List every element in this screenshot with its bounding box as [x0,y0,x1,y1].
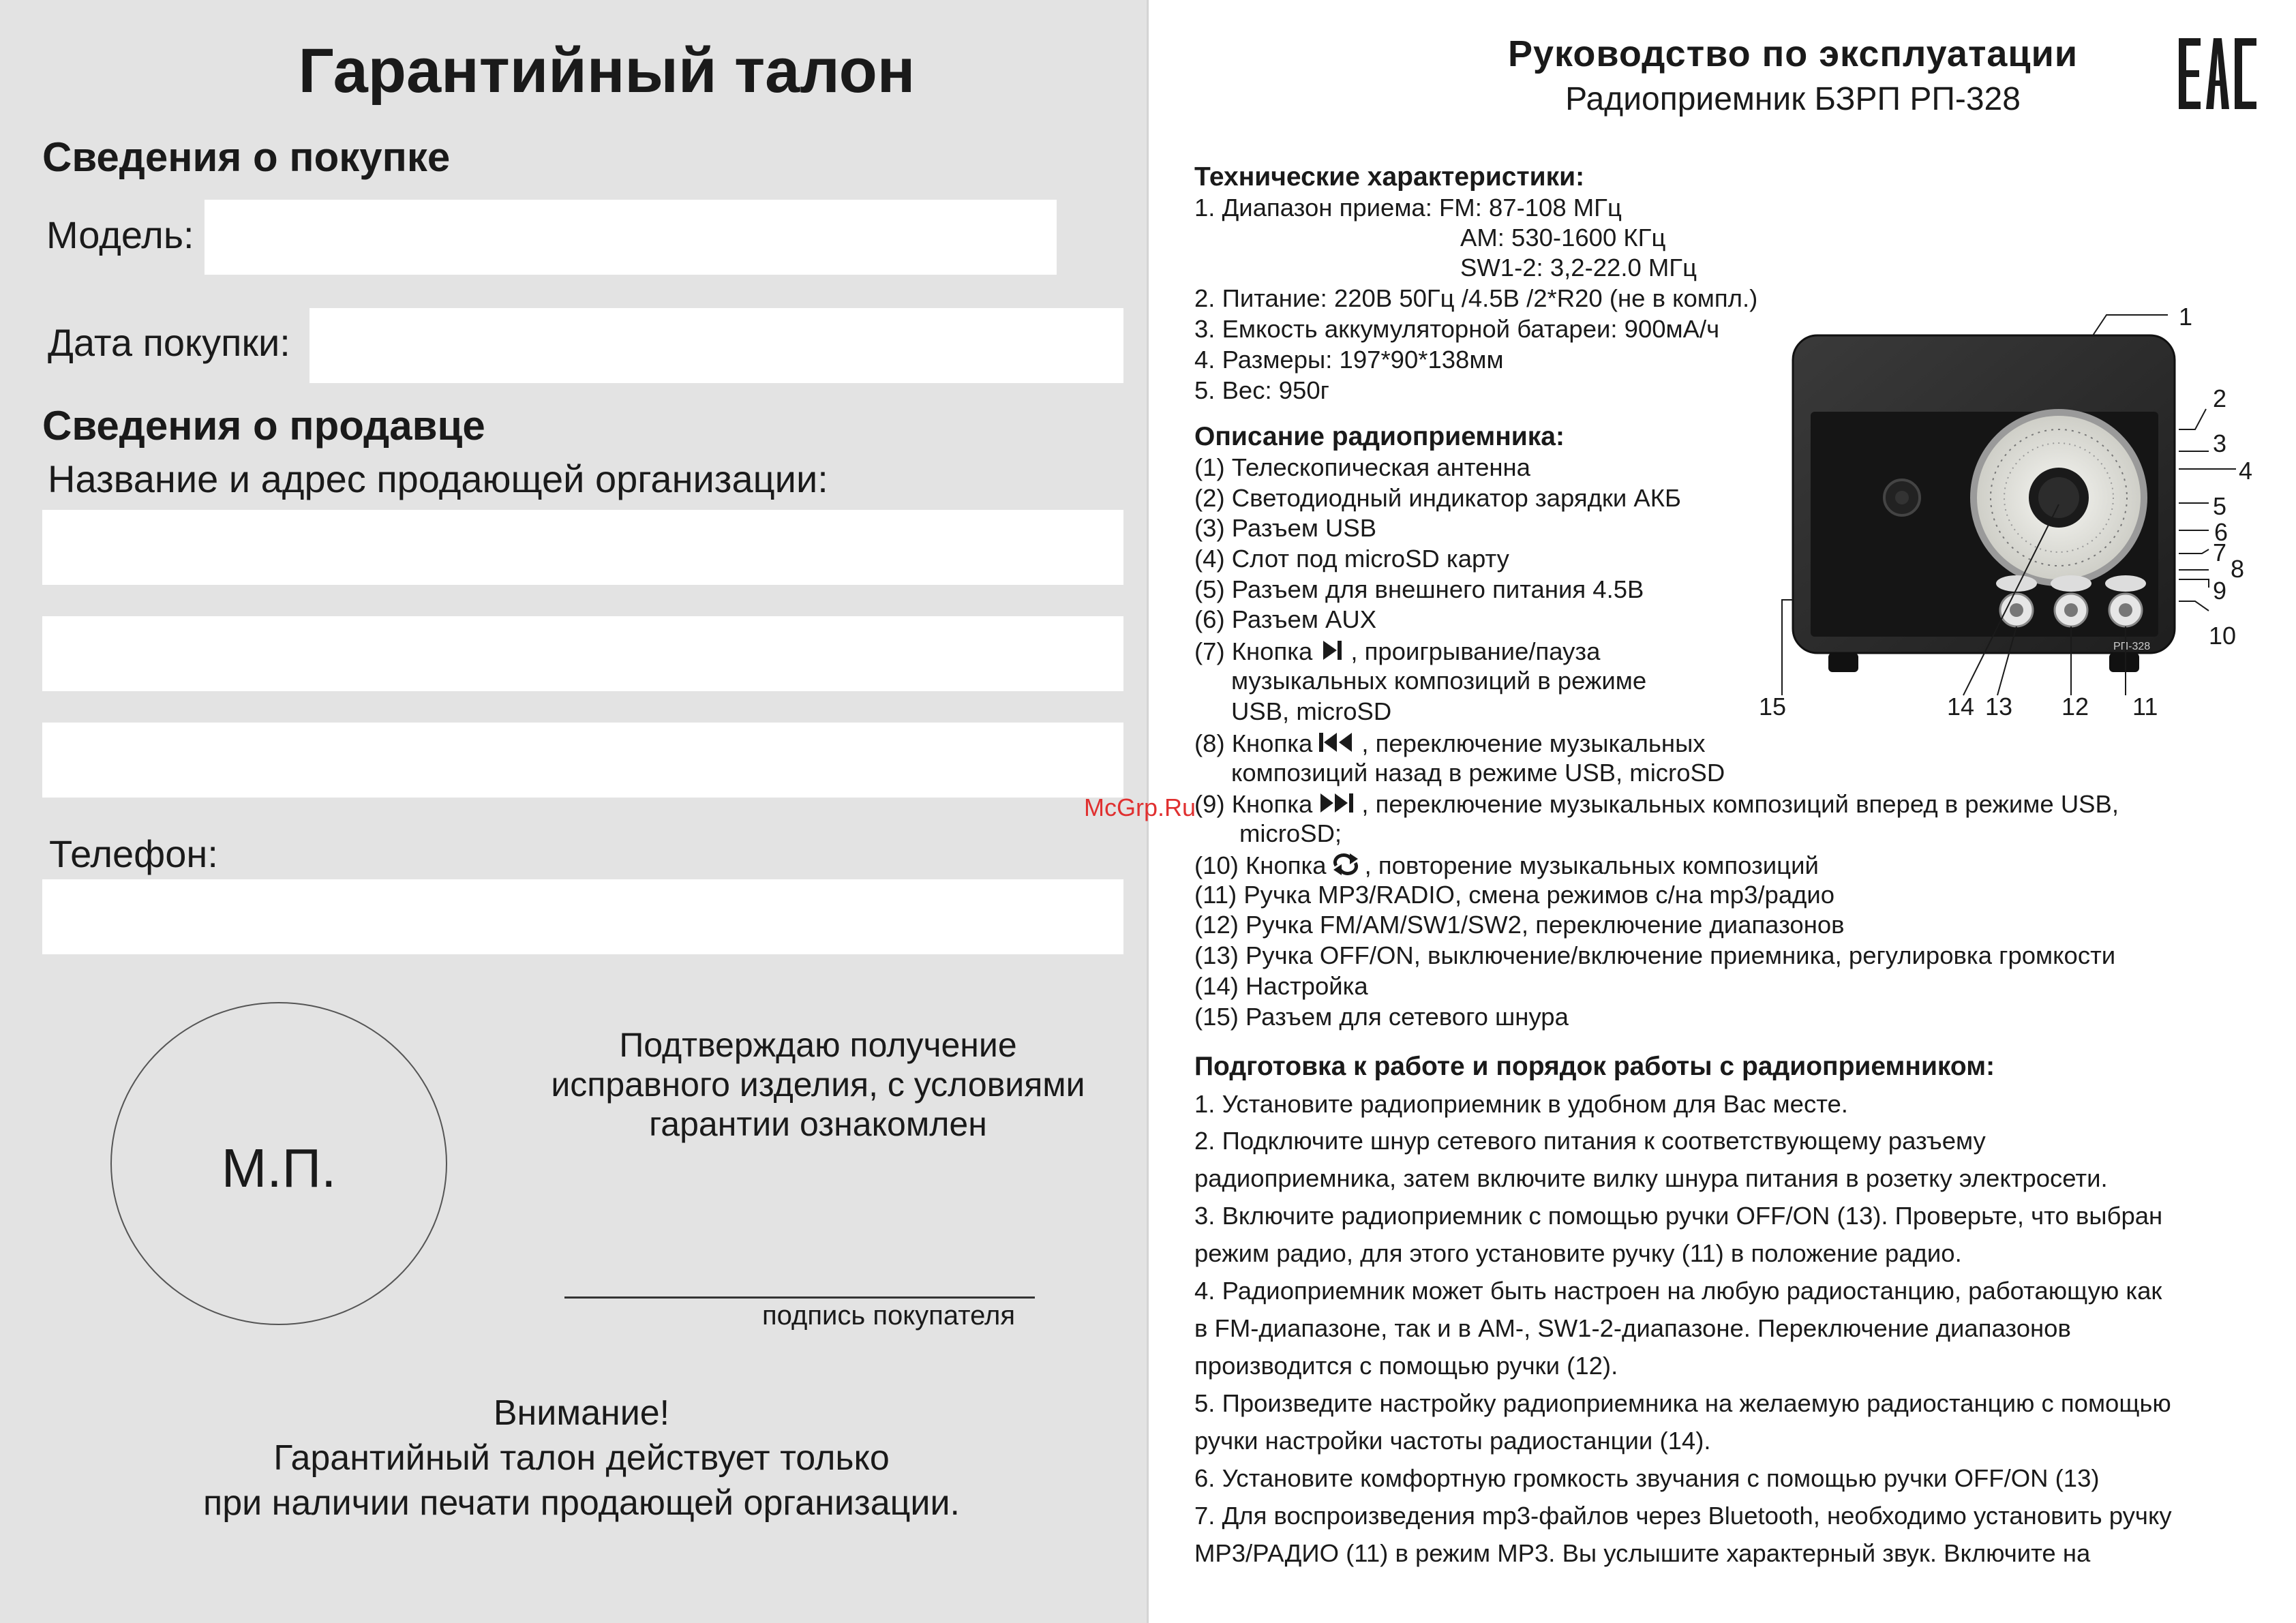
seller-org-label: Название и адрес продающей организации: [48,457,828,500]
callout-14: 14 [1947,693,1975,721]
model-field[interactable] [205,200,1057,275]
callout-15: 15 [1759,693,1787,721]
warranty-title: Гарантийный талон [298,36,916,106]
callout-2: 2 [2213,384,2227,412]
desc-line: (11) Ручка MP3/RADIO, смена режимов с/на mp3/радио [1194,881,1835,909]
prep-line: 3. Включите радиоприемник с помощью ручки OFF/ON (13). Проверьте, что выбран [1194,1202,2163,1230]
desc-line: (13) Ручка OFF/ON, выключение/включение приемника, регулировка громкости [1194,941,2116,969]
stamp-label: М.П. [221,1138,337,1198]
prep-line: 2. Подключите шнур сетевого питания к соответствующему разъему [1194,1127,1986,1155]
attention-line: Гарантийный талон действует только [273,1438,890,1478]
prep-line: 6. Установите комфортную громкость звучания с помощью ручки OFF/ON (13) [1194,1464,2100,1492]
desc-item-text: , переключение музыкальных композиций вперед в режиме USB, [1361,790,2119,818]
callout-9: 9 [2213,577,2227,605]
purchase-heading: Сведения о покупке [42,134,451,180]
desc-line: microSD; [1239,819,1342,847]
signature-label: подпись покупателя [762,1301,1015,1331]
prep-line: в FM-диапазоне, так и в AM-, SW1-2-диапазоне. Переключение диапазонов [1194,1314,2071,1342]
desc-line: (2) Светодиодный индикатор зарядки АКБ [1194,484,1681,512]
phone-field[interactable] [42,879,1123,954]
desc-line: (14) Настройка [1194,972,1368,1000]
desc-item-label: (7) Кнопка [1194,637,1313,665]
desc-item-label: (9) Кнопка [1194,790,1313,818]
prep-line: режим радио, для этого установите ручку (11) в положение радио. [1194,1239,1962,1267]
repeat-icon [1331,852,1361,877]
callout-12: 12 [2061,693,2089,721]
manual-subtitle: Радиоприемник БЗРП РП-328 [1565,81,2021,117]
desc-line: (1) Телескопическая антенна [1194,453,1530,481]
desc-line: музыкальных композиций в режиме [1231,667,1647,695]
spec-line: SW1-2: 3,2-22.0 МГц [1460,254,1697,282]
specs-heading: Технические характеристики: [1194,162,1585,192]
model-label: Модель: [46,213,194,256]
desc-item-text: , переключение музыкальных [1361,729,1706,757]
desc-line-next [1194,791,2119,817]
desc-line-prev [1194,730,1706,757]
attention-line: при наличии печати продающей организации. [203,1483,960,1523]
desc-line: (5) Разъем для внешнего питания 4.5В [1194,575,1644,603]
radio-model-label: РП-328 [2113,641,2151,652]
desc-line: (6) Разъем AUX [1194,605,1377,633]
callout-1: 1 [2179,303,2193,331]
confirm-line: исправного изделия, с условиями [551,1065,1085,1104]
watermark: McGrp.Ru [1084,793,1196,821]
callout-13: 13 [1985,693,2013,721]
spec-line: 2. Питание: 220В 50Гц /4.5В /2*R20 (не в компл.) [1194,284,1758,312]
desc-line: USB, microSD [1231,697,1392,725]
seller-org-field-3[interactable] [42,723,1123,798]
prep-line: 5. Произведите настройку радиоприемника на желаемую радиостанцию с помощью [1194,1389,2171,1417]
prep-line: 7. Для воспроизведения mp3-файлов через Bluetooth, необходимо установить ручку [1194,1502,2172,1530]
callout-11: 11 [2132,693,2158,721]
spec-line: 3. Емкость аккумуляторной батареи: 900мА/ч [1194,315,1720,343]
desc-line: (4) Слот под microSD карту [1194,545,1509,573]
spec-line: 1. Диапазон приема: FM: 87-108 МГц [1194,194,1622,222]
purchase-date-field[interactable] [309,308,1123,383]
signature-line[interactable] [564,1296,1035,1299]
desc-line-play [1194,638,1600,665]
desc-item-text: , проигрывание/пауза [1350,637,1601,665]
radio-illustration [1772,300,2277,736]
desc-item-text: , повторение музыкальных композиций [1364,851,1819,879]
callout-8: 8 [2231,555,2245,583]
previous-track-icon [1316,730,1357,755]
confirm-line: Подтверждаю получение [619,1026,1017,1064]
callout-5: 5 [2213,492,2227,520]
desc-line: (3) Разъем USB [1194,514,1377,542]
prep-line: ручки настройки частоты радиостанции (14). [1194,1427,1711,1455]
desc-line: (12) Ручка FM/AM/SW1/SW2, переключение диапазонов [1194,911,1845,939]
prep-line: MP3/РАДИО (11) в режим MP3. Вы услышите характерный звук. Включите на [1194,1539,2091,1567]
prep-line: 4. Радиоприемник может быть настроен на любую радиостанцию, работающую как [1194,1277,2162,1305]
spec-line: 5. Вес: 950г [1194,376,1329,404]
manual-title: Руководство по эксплуатации [1507,33,2079,74]
callout-7: 7 [2213,539,2227,566]
prep-heading: Подготовка к работе и порядок работы с радиоприемником: [1194,1052,1995,1081]
desc-line: композиций назад в режиме USB, microSD [1231,759,1725,787]
desc-line-repeat [1194,852,1819,879]
callout-3: 3 [2213,429,2227,457]
desc-line: (15) Разъем для сетевого шнура [1194,1003,1569,1031]
phone-label: Телефон: [49,832,218,875]
prep-line: 1. Установите радиоприемник в удобном для Вас месте. [1194,1090,1848,1118]
confirm-text [477,1025,1159,1144]
confirm-line: гарантии ознакомлен [649,1105,987,1143]
spec-line: 4. Размеры: 197*90*138мм [1194,346,1504,374]
prep-line: радиоприемника, затем включите вилку шнура питания в розетку электросети. [1194,1164,2108,1192]
next-track-icon [1316,791,1357,815]
desc-heading: Описание радиоприемника: [1194,422,1565,451]
desc-item-label: (8) Кнопка [1194,729,1313,757]
seller-heading: Сведения о продавце [42,403,485,449]
purchase-date-label: Дата покупки: [48,321,290,364]
attention-line: Внимание! [493,1393,670,1433]
callout-10: 10 [2209,622,2237,650]
play-pause-icon [1316,638,1346,663]
eac-mark-icon [2179,33,2258,115]
prep-line: производится с помощью ручки (12). [1194,1352,1618,1380]
seller-org-field-2[interactable] [42,616,1123,691]
callout-4: 4 [2239,457,2253,485]
callout-6: 6 [2214,518,2229,546]
spec-line: AM: 530-1600 КГц [1460,224,1666,252]
attention-notice [0,1391,1163,1526]
seller-org-field-1[interactable] [42,510,1123,585]
desc-item-label: (10) Кнопка [1194,851,1327,879]
